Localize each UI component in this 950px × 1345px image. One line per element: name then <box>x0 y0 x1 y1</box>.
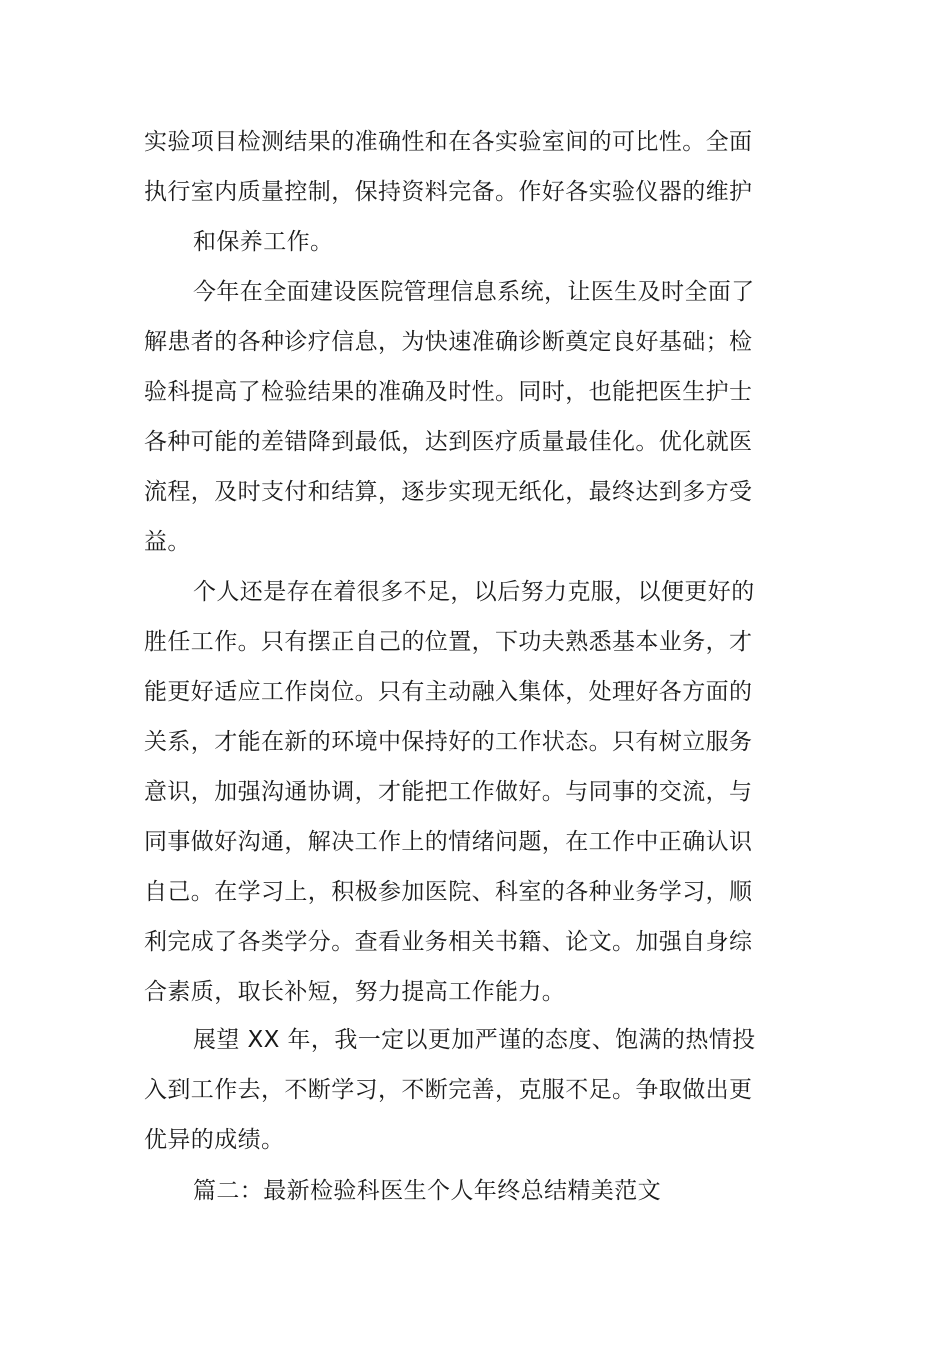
text-line: 优异的成绩。 <box>144 1127 285 1153</box>
text-line: 利完成了各类学分。查看业务相关书籍、论文。加强自身综 <box>144 929 753 955</box>
section-heading: 篇二：最新检验科医生个人年终总结精美范文 <box>193 1178 661 1204</box>
text-line: 同事做好沟通，解决工作上的情绪问题，在工作中正确认识 <box>144 829 753 855</box>
text-line: 个人还是存在着很多不足，以后努力克服，以便更好的 <box>193 579 755 605</box>
text-line: 和保养工作。 <box>193 229 334 255</box>
text-line: 自己。在学习上，积极参加医院、科室的各种业务学习，顺 <box>144 879 753 905</box>
text-line: 各种可能的差错降到最低，达到医疗质量最佳化。优化就医 <box>144 429 753 455</box>
text-line: 验科提高了检验结果的准确及时性。同时，也能把医生护士 <box>144 379 753 405</box>
text-line: 流程，及时支付和结算，逐步实现无纸化，最终达到多方受 <box>144 479 753 505</box>
text-line: 今年在全面建设医院管理信息系统，让医生及时全面了 <box>193 279 755 305</box>
text-line: 关系，才能在新的环境中保持好的工作状态。只有树立服务 <box>144 729 753 755</box>
text-line: 合素质，取长补短，努力提高工作能力。 <box>144 979 566 1005</box>
text-line: 能更好适应工作岗位。只有主动融入集体，处理好各方面的 <box>144 679 753 705</box>
text-line: 入到工作去，不断学习，不断完善，克服不足。争取做出更 <box>144 1077 753 1103</box>
text-line: 执行室内质量控制，保持资料完备。作好各实验仪器的维护 <box>144 179 753 205</box>
text-line: 意识，加强沟通协调，才能把工作做好。与同事的交流，与 <box>144 779 753 805</box>
text-line: 胜任工作。只有摆正自己的位置，下功夫熟悉基本业务，才 <box>144 629 753 655</box>
text-line: 展望 XX 年，我一定以更加严谨的态度、饱满的热情投 <box>193 1027 756 1053</box>
text-line: 解患者的各种诊疗信息，为快速准确诊断奠定良好基础；检 <box>144 329 753 355</box>
text-line: 益。 <box>144 529 191 555</box>
text-line: 实验项目检测结果的准确性和在各实验室间的可比性。全面 <box>144 129 753 155</box>
